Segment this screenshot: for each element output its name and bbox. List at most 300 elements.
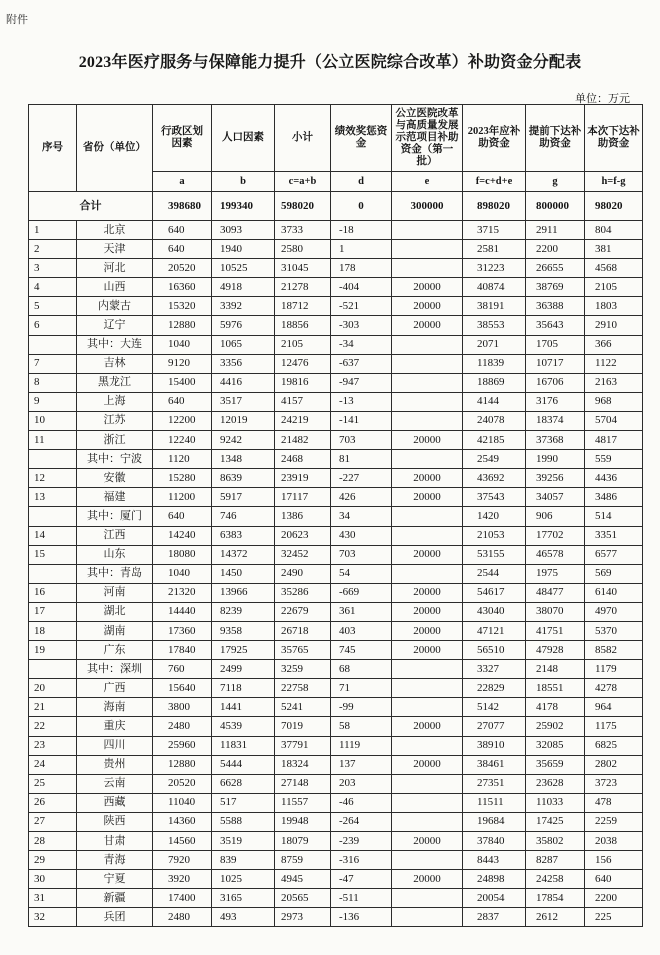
current-fund-cell: 6140 xyxy=(585,583,643,602)
seq-cell: 21 xyxy=(29,698,77,717)
total-due-cell: 11511 xyxy=(463,793,526,812)
seq-cell: 28 xyxy=(29,832,77,851)
province-cell: 河北 xyxy=(77,259,153,278)
total-due-cell: 38461 xyxy=(463,755,526,774)
seq-cell: 26 xyxy=(29,793,77,812)
total-admin-factor: 398680 xyxy=(153,192,212,221)
population-factor-cell: 3519 xyxy=(212,832,275,851)
province-cell: 其中：深圳 xyxy=(77,660,153,679)
reform-demo-fund-cell: 20000 xyxy=(392,602,463,621)
population-factor-cell: 493 xyxy=(212,908,275,927)
current-fund-cell: 2802 xyxy=(585,755,643,774)
total-label: 合计 xyxy=(29,192,153,221)
province-cell: 宁夏 xyxy=(77,870,153,889)
reform-demo-fund-cell xyxy=(392,812,463,831)
admin-factor-cell: 1040 xyxy=(153,335,212,354)
header-reform-demo-fund-label: 公立医院改革与高质量发展示范项目补助资金（第一批） xyxy=(395,108,459,167)
subtotal-cell: 2973 xyxy=(275,908,331,927)
admin-factor-cell: 17400 xyxy=(153,889,212,908)
header-performance-fund xyxy=(331,105,392,172)
reform-demo-fund-cell xyxy=(392,793,463,812)
admin-factor-cell: 640 xyxy=(153,392,212,411)
total-population-factor: 199340 xyxy=(212,192,275,221)
total-due-cell: 56510 xyxy=(463,641,526,660)
seq-cell: 12 xyxy=(29,469,77,488)
seq-cell: 17 xyxy=(29,602,77,621)
reform-demo-fund-cell: 20000 xyxy=(392,297,463,316)
subtotal-cell: 20623 xyxy=(275,526,331,545)
advance-fund-cell: 37368 xyxy=(526,431,585,450)
total-due-cell: 38553 xyxy=(463,316,526,335)
admin-factor-cell: 11040 xyxy=(153,793,212,812)
province-cell: 黑龙江 xyxy=(77,373,153,392)
performance-fund-cell: 81 xyxy=(331,450,392,469)
seq-cell: 22 xyxy=(29,717,77,736)
table-row xyxy=(29,297,643,316)
seq-cell: 6 xyxy=(29,316,77,335)
table-row xyxy=(29,621,643,640)
admin-factor-cell: 15320 xyxy=(153,297,212,316)
seq-cell: 19 xyxy=(29,641,77,660)
subtotal-cell: 18712 xyxy=(275,297,331,316)
total-due-cell: 2581 xyxy=(463,240,526,259)
total-due-cell: 4144 xyxy=(463,392,526,411)
total-due-cell: 5142 xyxy=(463,698,526,717)
subtotal-cell: 11557 xyxy=(275,793,331,812)
reform-demo-fund-cell: 20000 xyxy=(392,641,463,660)
advance-fund-cell: 39256 xyxy=(526,469,585,488)
total-due-cell: 3327 xyxy=(463,660,526,679)
current-fund-cell: 366 xyxy=(585,335,643,354)
total-due-cell: 11839 xyxy=(463,354,526,373)
seq-cell xyxy=(29,450,77,469)
province-cell: 浙江 xyxy=(77,431,153,450)
performance-fund-cell: -141 xyxy=(331,411,392,430)
table-row xyxy=(29,488,643,507)
table-row xyxy=(29,717,643,736)
subtotal-cell: 2490 xyxy=(275,564,331,583)
total-due-cell: 47121 xyxy=(463,621,526,640)
current-fund-cell: 804 xyxy=(585,221,643,240)
subtotal-cell: 2468 xyxy=(275,450,331,469)
performance-fund-cell: -511 xyxy=(331,889,392,908)
total-due-cell: 18869 xyxy=(463,373,526,392)
table-body xyxy=(29,221,643,927)
province-cell: 上海 xyxy=(77,392,153,411)
seq-cell xyxy=(29,335,77,354)
admin-factor-cell: 14440 xyxy=(153,602,212,621)
reform-demo-fund-cell xyxy=(392,889,463,908)
total-due-cell: 22829 xyxy=(463,679,526,698)
performance-fund-cell: -99 xyxy=(331,698,392,717)
subtotal-cell: 23919 xyxy=(275,469,331,488)
total-due-cell: 2544 xyxy=(463,564,526,583)
reform-demo-fund-cell xyxy=(392,564,463,583)
reform-demo-fund-cell xyxy=(392,679,463,698)
population-factor-cell: 839 xyxy=(212,851,275,870)
performance-fund-cell: -637 xyxy=(331,354,392,373)
current-fund-cell: 559 xyxy=(585,450,643,469)
formula-d: d xyxy=(331,172,392,192)
reform-demo-fund-cell xyxy=(392,240,463,259)
admin-factor-cell: 3800 xyxy=(153,698,212,717)
table-row xyxy=(29,870,643,889)
table-row xyxy=(29,392,643,411)
province-cell: 海南 xyxy=(77,698,153,717)
formula-e: e xyxy=(392,172,463,192)
advance-fund-cell: 2612 xyxy=(526,908,585,927)
population-factor-cell: 4416 xyxy=(212,373,275,392)
population-factor-cell: 12019 xyxy=(212,411,275,430)
sub-region-row xyxy=(29,450,643,469)
population-factor-cell: 1348 xyxy=(212,450,275,469)
reform-demo-fund-cell: 20000 xyxy=(392,545,463,564)
table-row xyxy=(29,755,643,774)
advance-fund-cell: 34057 xyxy=(526,488,585,507)
reform-demo-fund-cell: 20000 xyxy=(392,469,463,488)
population-factor-cell: 4918 xyxy=(212,278,275,297)
population-factor-cell: 746 xyxy=(212,507,275,526)
province-cell: 重庆 xyxy=(77,717,153,736)
header-subtotal xyxy=(275,105,331,172)
province-cell: 新疆 xyxy=(77,889,153,908)
population-factor-cell: 1025 xyxy=(212,870,275,889)
header-subtotal-label: 小计 xyxy=(292,132,313,143)
table-row xyxy=(29,851,643,870)
seq-cell: 2 xyxy=(29,240,77,259)
subtotal-cell: 20565 xyxy=(275,889,331,908)
table-row xyxy=(29,679,643,698)
population-factor-cell: 3165 xyxy=(212,889,275,908)
advance-fund-cell: 17702 xyxy=(526,526,585,545)
population-factor-cell: 10525 xyxy=(212,259,275,278)
allocation-table xyxy=(28,104,643,927)
current-fund-cell: 2105 xyxy=(585,278,643,297)
advance-fund-cell: 38070 xyxy=(526,602,585,621)
seq-cell: 27 xyxy=(29,812,77,831)
current-fund-cell: 968 xyxy=(585,392,643,411)
performance-fund-cell: 71 xyxy=(331,679,392,698)
advance-fund-cell: 46578 xyxy=(526,545,585,564)
total-due-cell: 2071 xyxy=(463,335,526,354)
reform-demo-fund-cell xyxy=(392,450,463,469)
population-factor-cell: 517 xyxy=(212,793,275,812)
province-cell: 贵州 xyxy=(77,755,153,774)
advance-fund-cell: 906 xyxy=(526,507,585,526)
advance-fund-cell: 17425 xyxy=(526,812,585,831)
current-fund-cell: 1803 xyxy=(585,297,643,316)
reform-demo-fund-cell xyxy=(392,335,463,354)
province-cell: 天津 xyxy=(77,240,153,259)
performance-fund-cell: -136 xyxy=(331,908,392,927)
advance-fund-cell: 17854 xyxy=(526,889,585,908)
performance-fund-cell: 426 xyxy=(331,488,392,507)
table-row xyxy=(29,736,643,755)
admin-factor-cell: 21320 xyxy=(153,583,212,602)
current-fund-cell: 2910 xyxy=(585,316,643,335)
total-subtotal: 598020 xyxy=(275,192,331,221)
seq-cell: 4 xyxy=(29,278,77,297)
population-factor-cell: 2499 xyxy=(212,660,275,679)
performance-fund-cell: 361 xyxy=(331,602,392,621)
seq-cell: 20 xyxy=(29,679,77,698)
admin-factor-cell: 25960 xyxy=(153,736,212,755)
performance-fund-cell: -947 xyxy=(331,373,392,392)
subtotal-cell: 22758 xyxy=(275,679,331,698)
advance-fund-cell: 35802 xyxy=(526,832,585,851)
table-row xyxy=(29,526,643,545)
province-cell: 山东 xyxy=(77,545,153,564)
header-population-factor-label: 人口因素 xyxy=(222,132,264,143)
total-due-cell: 24898 xyxy=(463,870,526,889)
reform-demo-fund-cell xyxy=(392,526,463,545)
population-factor-cell: 14372 xyxy=(212,545,275,564)
current-fund-cell: 1122 xyxy=(585,354,643,373)
header-admin-factor xyxy=(153,105,212,172)
admin-factor-cell: 640 xyxy=(153,221,212,240)
population-factor-cell: 5917 xyxy=(212,488,275,507)
performance-fund-cell: -34 xyxy=(331,335,392,354)
population-factor-cell: 5588 xyxy=(212,812,275,831)
sub-region-row xyxy=(29,660,643,679)
table-row xyxy=(29,698,643,717)
reform-demo-fund-cell xyxy=(392,736,463,755)
current-fund-cell: 225 xyxy=(585,908,643,927)
subtotal-cell: 1386 xyxy=(275,507,331,526)
header-advance-fund xyxy=(526,105,585,172)
reform-demo-fund-cell xyxy=(392,411,463,430)
reform-demo-fund-cell xyxy=(392,851,463,870)
reform-demo-fund-cell: 20000 xyxy=(392,832,463,851)
performance-fund-cell: 430 xyxy=(331,526,392,545)
admin-factor-cell: 20520 xyxy=(153,774,212,793)
seq-cell: 11 xyxy=(29,431,77,450)
subtotal-cell: 26718 xyxy=(275,621,331,640)
performance-fund-cell: 703 xyxy=(331,545,392,564)
total-due-cell: 38910 xyxy=(463,736,526,755)
seq-cell: 1 xyxy=(29,221,77,240)
subtotal-cell: 2580 xyxy=(275,240,331,259)
admin-factor-cell: 12880 xyxy=(153,316,212,335)
province-cell: 西藏 xyxy=(77,793,153,812)
reform-demo-fund-cell xyxy=(392,908,463,927)
header-seq: 序号 xyxy=(29,105,77,192)
table-row xyxy=(29,373,643,392)
advance-fund-cell: 2148 xyxy=(526,660,585,679)
seq-cell: 23 xyxy=(29,736,77,755)
advance-fund-cell: 1990 xyxy=(526,450,585,469)
current-fund-cell: 2038 xyxy=(585,832,643,851)
reform-demo-fund-cell: 20000 xyxy=(392,431,463,450)
advance-fund-cell: 18374 xyxy=(526,411,585,430)
admin-factor-cell: 12200 xyxy=(153,411,212,430)
province-cell: 吉林 xyxy=(77,354,153,373)
subtotal-cell: 27148 xyxy=(275,774,331,793)
seq-cell: 24 xyxy=(29,755,77,774)
population-factor-cell: 11831 xyxy=(212,736,275,755)
subtotal-cell: 31045 xyxy=(275,259,331,278)
population-factor-cell: 7118 xyxy=(212,679,275,698)
current-fund-cell: 4568 xyxy=(585,259,643,278)
total-due-cell: 37543 xyxy=(463,488,526,507)
total-due-cell: 54617 xyxy=(463,583,526,602)
advance-fund-cell: 1975 xyxy=(526,564,585,583)
performance-fund-cell: 58 xyxy=(331,717,392,736)
admin-factor-cell: 7920 xyxy=(153,851,212,870)
province-cell: 湖北 xyxy=(77,602,153,621)
performance-fund-cell: -47 xyxy=(331,870,392,889)
population-factor-cell: 1441 xyxy=(212,698,275,717)
advance-fund-cell: 2200 xyxy=(526,240,585,259)
total-due-cell: 43692 xyxy=(463,469,526,488)
seq-cell: 18 xyxy=(29,621,77,640)
population-factor-cell: 9242 xyxy=(212,431,275,450)
subtotal-cell: 7019 xyxy=(275,717,331,736)
subtotal-cell: 21482 xyxy=(275,431,331,450)
admin-factor-cell: 15400 xyxy=(153,373,212,392)
table-row xyxy=(29,316,643,335)
document-title: 2023年医疗服务与保障能力提升（公立医院综合改革）补助资金分配表 xyxy=(78,54,582,71)
performance-fund-cell: 703 xyxy=(331,431,392,450)
province-cell: 河南 xyxy=(77,583,153,602)
subtotal-cell: 21278 xyxy=(275,278,331,297)
population-factor-cell: 1065 xyxy=(212,335,275,354)
table-row xyxy=(29,431,643,450)
subtotal-cell: 22679 xyxy=(275,602,331,621)
header-row xyxy=(29,105,643,172)
population-factor-cell: 1450 xyxy=(212,564,275,583)
advance-fund-cell: 25902 xyxy=(526,717,585,736)
table-row xyxy=(29,221,643,240)
formula-h: h=f-g xyxy=(585,172,643,192)
advance-fund-cell: 41751 xyxy=(526,621,585,640)
province-cell: 其中：宁波 xyxy=(77,450,153,469)
province-cell: 山西 xyxy=(77,278,153,297)
performance-fund-cell: 403 xyxy=(331,621,392,640)
formula-a: a xyxy=(153,172,212,192)
subtotal-cell: 35765 xyxy=(275,641,331,660)
reform-demo-fund-cell xyxy=(392,373,463,392)
current-fund-cell: 6825 xyxy=(585,736,643,755)
seq-cell: 25 xyxy=(29,774,77,793)
admin-factor-cell: 1040 xyxy=(153,564,212,583)
admin-factor-cell: 9120 xyxy=(153,354,212,373)
header-performance-fund-label: 绩效奖惩资金 xyxy=(334,126,388,149)
province-cell: 广西 xyxy=(77,679,153,698)
performance-fund-cell: 34 xyxy=(331,507,392,526)
seq-cell: 7 xyxy=(29,354,77,373)
table-header xyxy=(29,105,643,192)
reform-demo-fund-cell: 20000 xyxy=(392,621,463,640)
total-due-cell: 24078 xyxy=(463,411,526,430)
population-factor-cell: 6383 xyxy=(212,526,275,545)
province-cell: 其中：厦门 xyxy=(77,507,153,526)
admin-factor-cell: 14560 xyxy=(153,832,212,851)
subtotal-cell: 18856 xyxy=(275,316,331,335)
performance-fund-cell: 745 xyxy=(331,641,392,660)
total-total-due: 898020 xyxy=(463,192,526,221)
subtotal-cell: 19816 xyxy=(275,373,331,392)
population-factor-cell: 8239 xyxy=(212,602,275,621)
admin-factor-cell: 20520 xyxy=(153,259,212,278)
seq-cell: 14 xyxy=(29,526,77,545)
advance-fund-cell: 2911 xyxy=(526,221,585,240)
advance-fund-cell: 48477 xyxy=(526,583,585,602)
subtotal-cell: 4157 xyxy=(275,392,331,411)
province-cell: 青海 xyxy=(77,851,153,870)
table-row xyxy=(29,259,643,278)
total-due-cell: 53155 xyxy=(463,545,526,564)
performance-fund-cell: -18 xyxy=(331,221,392,240)
seq-cell: 32 xyxy=(29,908,77,927)
header-admin-factor-label: 行政区划因素 xyxy=(160,126,203,149)
population-factor-cell: 4539 xyxy=(212,717,275,736)
province-cell: 四川 xyxy=(77,736,153,755)
total-reform-demo-fund: 300000 xyxy=(392,192,463,221)
admin-factor-cell: 12880 xyxy=(153,755,212,774)
total-due-cell: 1420 xyxy=(463,507,526,526)
reform-demo-fund-cell xyxy=(392,660,463,679)
advance-fund-cell: 3176 xyxy=(526,392,585,411)
current-fund-cell: 569 xyxy=(585,564,643,583)
advance-fund-cell: 32085 xyxy=(526,736,585,755)
seq-cell xyxy=(29,564,77,583)
reform-demo-fund-cell xyxy=(392,698,463,717)
current-fund-cell: 6577 xyxy=(585,545,643,564)
advance-fund-cell: 1705 xyxy=(526,335,585,354)
current-fund-cell: 3351 xyxy=(585,526,643,545)
subtotal-cell: 8759 xyxy=(275,851,331,870)
population-factor-cell: 8639 xyxy=(212,469,275,488)
reform-demo-fund-cell: 20000 xyxy=(392,717,463,736)
current-fund-cell: 3486 xyxy=(585,488,643,507)
current-fund-cell: 1179 xyxy=(585,660,643,679)
total-section xyxy=(29,192,643,221)
header-current-fund-label: 本次下达补助资金 xyxy=(587,126,640,149)
total-current-fund: 98020 xyxy=(585,192,643,221)
seq-cell: 16 xyxy=(29,583,77,602)
total-due-cell: 2549 xyxy=(463,450,526,469)
table-row xyxy=(29,832,643,851)
current-fund-cell: 4817 xyxy=(585,431,643,450)
admin-factor-cell: 17360 xyxy=(153,621,212,640)
admin-factor-cell: 760 xyxy=(153,660,212,679)
performance-fund-cell: 1119 xyxy=(331,736,392,755)
population-factor-cell: 5444 xyxy=(212,755,275,774)
header-current-fund xyxy=(585,105,643,172)
total-due-cell: 38191 xyxy=(463,297,526,316)
admin-factor-cell: 1120 xyxy=(153,450,212,469)
performance-fund-cell: 137 xyxy=(331,755,392,774)
advance-fund-cell: 18551 xyxy=(526,679,585,698)
reform-demo-fund-cell xyxy=(392,354,463,373)
current-fund-cell: 2163 xyxy=(585,373,643,392)
reform-demo-fund-cell xyxy=(392,392,463,411)
table-row xyxy=(29,240,643,259)
performance-fund-cell: 54 xyxy=(331,564,392,583)
province-cell: 兵团 xyxy=(77,908,153,927)
total-due-cell: 8443 xyxy=(463,851,526,870)
province-cell: 辽宁 xyxy=(77,316,153,335)
seq-cell: 30 xyxy=(29,870,77,889)
header-province: 省份（单位） xyxy=(77,105,153,192)
current-fund-cell: 8582 xyxy=(585,641,643,660)
seq-cell xyxy=(29,507,77,526)
performance-fund-cell: -227 xyxy=(331,469,392,488)
reform-demo-fund-cell: 20000 xyxy=(392,583,463,602)
total-due-cell: 20054 xyxy=(463,889,526,908)
performance-fund-cell: 68 xyxy=(331,660,392,679)
